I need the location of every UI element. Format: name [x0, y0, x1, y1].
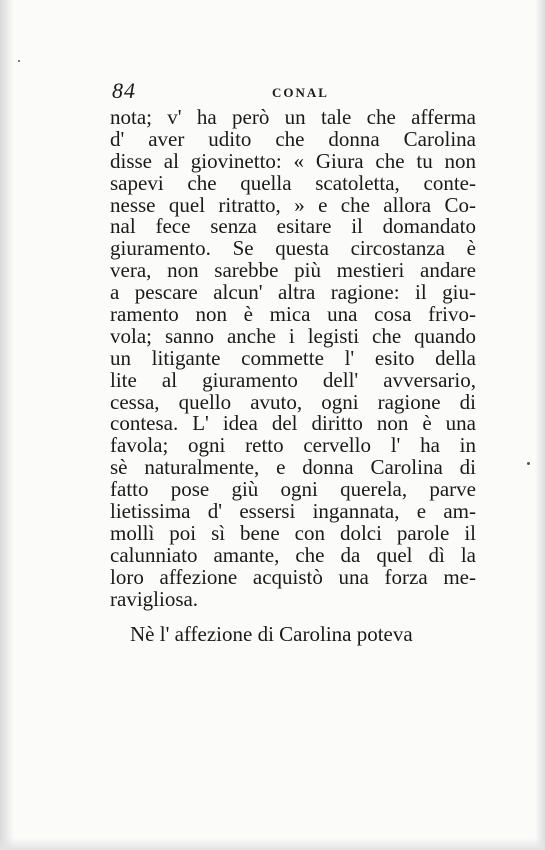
text-line: un litigante commette l' esito della [110, 345, 476, 370]
scan-edge-right [535, 0, 545, 850]
text-line: nesse quel ritratto, » e che allora Co- [110, 192, 476, 217]
text-line: loro affezione acquistò una forza me- [110, 564, 476, 589]
text-line: a pescare alcun' altra ragione: il giu- [110, 280, 476, 305]
body-text [110, 107, 476, 646]
text-line: vera, non sarebbe più mestieri andare [110, 258, 476, 283]
scan-edge-bottom [0, 838, 545, 850]
ink-speck [527, 462, 530, 465]
text-line: giuramento. Se questa circostanza è [110, 236, 476, 261]
text-line: calunniato amante, che da quel dì la [110, 542, 476, 567]
text-line: sapevi che quella scatoletta, conte- [110, 170, 476, 195]
text-line: contesa. L' idea del diritto non è una [110, 411, 476, 436]
text-line: mollì poi sì bene con dolci parole il [110, 520, 476, 545]
text-line: cessa, quello avuto, ogni ragione di [110, 389, 476, 414]
text-line: lite al giuramento dell' avversario, [110, 367, 476, 392]
text-line: nal fece senza esitare il domandato [110, 214, 476, 239]
text-line: ravigliosa. [110, 586, 199, 611]
scan-edge-left [0, 0, 14, 850]
ink-speck [18, 60, 20, 62]
text-line: fatto pose giù ogni querela, parve [110, 477, 476, 502]
text-line: lietissima d' essersi ingannata, e am- [110, 499, 476, 524]
text-line: Nè l' affezione di Carolina poteva [130, 622, 413, 647]
text-line: nota; v' ha però un tale che afferma [110, 105, 476, 129]
running-head: CONAL [272, 85, 329, 100]
text-line: ramento non è mica una cosa frivo- [110, 302, 476, 327]
text-line: sè naturalmente, e donna Carolina di [110, 455, 476, 480]
text-line: favola; ogni retto cervello l' ha in [110, 433, 476, 458]
text-line: disse al giovinetto: « Giura che tu non [110, 148, 476, 173]
text-line: d' aver udito che donna Carolina [110, 126, 476, 151]
page-header [112, 78, 474, 108]
text-line: vola; sanno anche i legisti che quando [110, 323, 476, 348]
paragraph-container [110, 107, 476, 646]
page-number: 84 [112, 78, 136, 103]
